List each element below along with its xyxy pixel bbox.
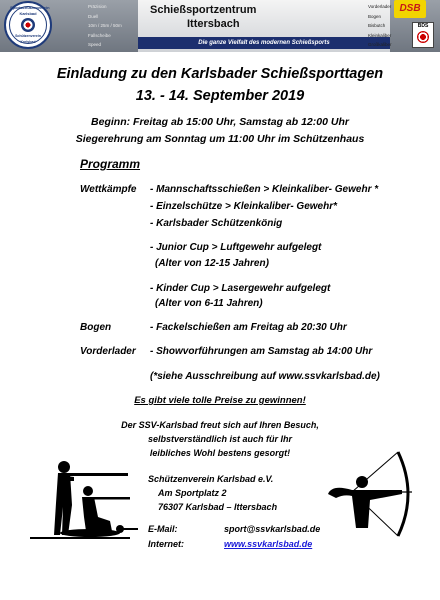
vorderlader-item: - Showvorführungen am Samstag ab 14:00 Uhr — [150, 346, 373, 357]
welcome-line: Der SSV-Karlsbad freut sich auf Ihren Besuch, — [121, 420, 319, 430]
bds-logo — [412, 22, 434, 48]
vorderlader-label: Vorderlader — [80, 346, 136, 357]
wettkaempfe-label: Wettkämpfe — [80, 184, 137, 195]
ausschreibung-note: (*siehe Ausschreibung auf www.ssvkarlsbad.de) — [150, 371, 380, 382]
header-title: Schießsportzentrum — [150, 4, 257, 16]
archer-icon — [322, 448, 414, 540]
address-line: 76307 Karlsbad – Ittersbach — [158, 502, 278, 512]
prizes-line: Es gibt viele tolle Preise zu gewinnen! — [134, 395, 306, 406]
rifle-shooters-icon — [28, 455, 138, 540]
wettkampf-item: (Alter von 6-11 Jahren) — [155, 298, 263, 309]
address-line: Am Sportplatz 2 — [158, 488, 227, 498]
bogen-item: - Fackelschießen am Freitag ab 20:30 Uhr — [150, 322, 347, 333]
target-icon — [417, 31, 429, 43]
discipline-item: 10m / 25m / 50m — [88, 23, 122, 28]
dsb-logo: DSB — [394, 0, 426, 18]
discipline-item: Großkaliber — [368, 42, 392, 47]
programm-heading: Programm — [80, 157, 141, 171]
club-logo-text: Sportschützenverein Karlsbad — [10, 5, 50, 16]
address-line: Schützenverein Karlsbad e.V. — [148, 474, 274, 484]
invitation-title: Einladung zu den Karlsbader Schießsporttagen — [56, 66, 384, 82]
discipline-item: Duell — [88, 13, 99, 19]
siegerehrung-line: Siegerehrung am Sonntag um 11:00 Uhr im Schützenhaus — [75, 133, 365, 145]
wettkampf-item: - Karlsbader Schützenkönig — [150, 218, 283, 229]
email-label: E-Mail: — [148, 524, 178, 534]
club-logo — [4, 1, 52, 49]
discipline-item: Speed — [88, 42, 102, 47]
wettkampf-item: - Mannschaftsschießen > Kleinkaliber- Gewehr * — [150, 184, 379, 195]
header-banner — [0, 0, 440, 52]
bogen-label: Bogen — [80, 322, 112, 333]
wettkampf-item: (Alter von 12-15 Jahren) — [155, 258, 269, 269]
internet-label: Internet: — [148, 539, 184, 549]
welcome-line: leibliches Wohl bestens gesorgt! — [149, 448, 291, 458]
email-value[interactable]: sport@ssvkarlsbad.de — [224, 524, 321, 534]
right-disciplines — [368, 2, 392, 50]
header-slogan: Die ganze Vielfalt des modernen Schießsports — [138, 37, 390, 49]
website-link[interactable]: www.ssvkarlsbad.de — [224, 539, 313, 549]
event-date: 13. - 14. September 2019 — [135, 88, 305, 104]
discipline-item: Vorderlader — [368, 4, 392, 9]
wettkampf-item: - Einzelschütze > Kleinkaliber- Gewehr* — [150, 201, 338, 212]
discipline-item: Präzision — [88, 4, 107, 9]
wettkampf-item: - Junior Cup > Luftgewehr aufgelegt — [150, 242, 322, 253]
welcome-line: selbstverständlich ist auch für Ihr — [147, 434, 293, 444]
bds-logo-text: BDS — [417, 23, 429, 29]
header-subtitle: Ittersbach — [187, 18, 240, 30]
club-logo-subtext: Schützenverein Karlsbad — [15, 34, 41, 44]
wettkampf-item: - Kinder Cup > Lasergewehr aufgelegt — [150, 283, 331, 294]
discipline-item: Kleinkaliber — [368, 32, 392, 38]
left-disciplines — [88, 2, 122, 50]
discipline-item: Bogen — [368, 13, 382, 19]
discipline-item: Fallscheibe — [88, 32, 111, 38]
discipline-item: Bisbutch — [368, 23, 386, 28]
beginn-line: Beginn: Freitag ab 15:00 Uhr, Samstag ab 12:00 Uhr — [91, 116, 349, 128]
